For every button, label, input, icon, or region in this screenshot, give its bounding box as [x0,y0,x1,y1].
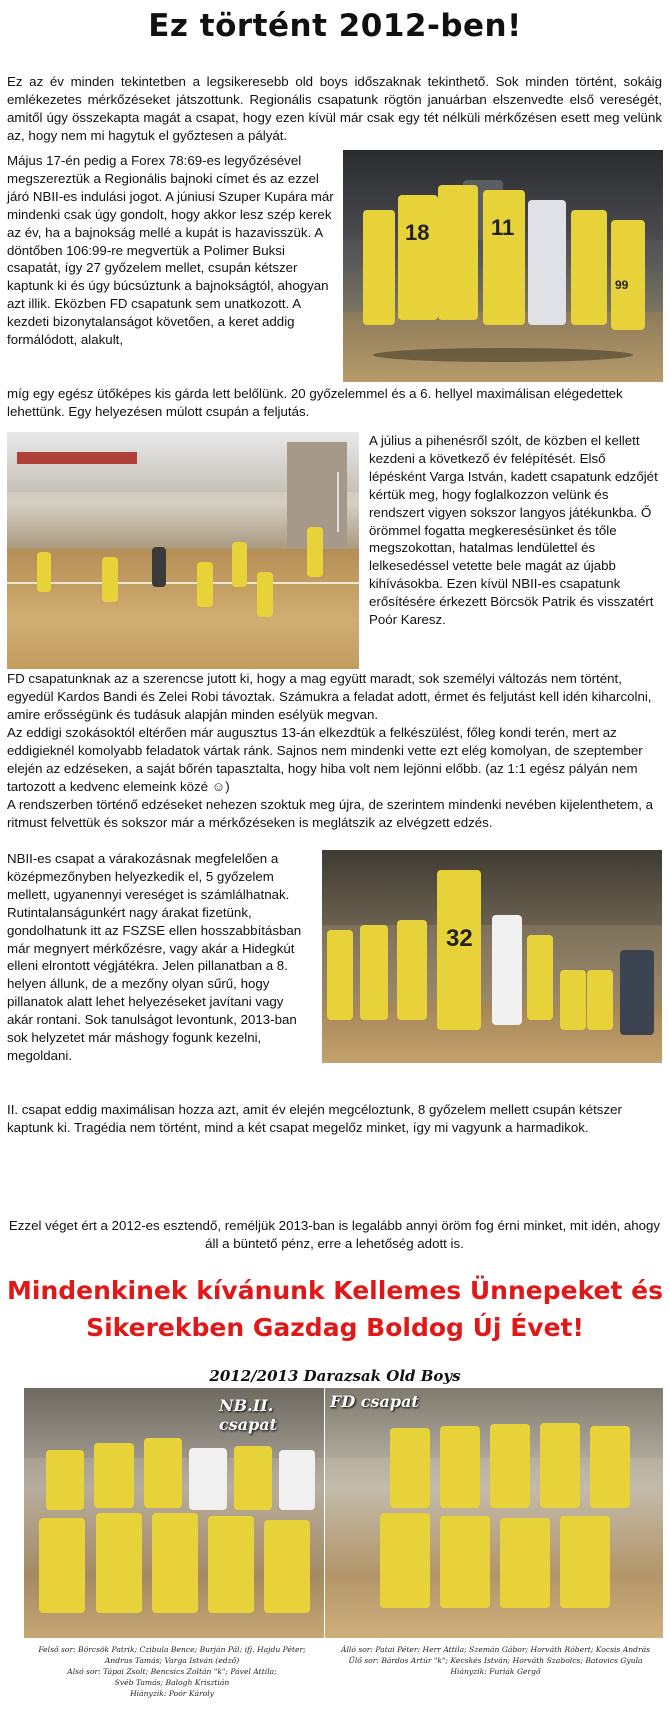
caption-line: Felső sor: Börcsök Patrik; Czibula Bence; Burján Pál; ifj. Hajdu Péter; [38,1645,306,1654]
caption-line: Alsó sor: Tápai Zsolt; Bencsics Zoltán "k"; Pável Attila; [67,1667,277,1676]
nb2-team-caption [16,1644,328,1699]
caption-line: Andrus Tamás; Varga István (edző) [104,1656,240,1665]
paragraph-may-cont: míg egy egész ütőképes kis gárda lett belőlünk. 20 győzelemmel és a 6. hellyel maximálisan elégedettek lehettünk. Egy helyezésen múlott csupán a feljutás. [7,386,623,419]
fd-team-label: FD csapat [330,1392,419,1411]
jersey-number: 11 [491,215,515,240]
caption-line: Álló sor: Patai Péter; Herr Attila; Szemán Gábor; Horváth Róbert; Kocsis András [341,1645,650,1654]
jersey-number: 32 [446,925,473,952]
jersey-number: 18 [405,220,430,245]
caption-line: Hiányzik: Poór Károly [130,1689,214,1698]
paragraph-august: Az eddigi szokásoktól eltérően már augusztus 13-án elkezdtük a felkészülést, főleg kondi terén, mert az eddigieknél komolyabb feladatok vártak ránk. Sajnos nem mindenki vette ezt elég komolyan, de szeptember elején az edzéseken, a saját bőrén tapasztalta, hogy hiba volt nem lejönni előbb. (az 1:1 egész pályán nem tartozott a kedvenc elemeink közé ☺) [7,725,643,794]
caption-line: Hiányzik: Furiák Gergő [450,1667,541,1676]
team-huddle-photo [343,150,663,382]
page-title: Ez történt 2012-ben! [148,8,522,44]
fd-team-photo [325,1388,663,1638]
holiday-wish-line1: Mindenkinek kívánunk Kellemes Ünnepeket és [7,1276,663,1305]
nb2-team-label: NB.II. csapat [219,1396,278,1434]
team-photo-title: 2012/2013 Darazsak Old Boys [209,1367,461,1385]
fd-team-caption [328,1644,663,1677]
paragraph-july: A július a pihenésről szólt, de közben el kellett kezdeni a következő év felépítését. Első lépésként Varga István, kadett csapatunk edzőjét kértük meg, hogy foglalkozzon velünk és rendszert vigyen sokszor langyos játékunkba. Ő örömmel fogatta megkeresésünket és tőle megszokottan, hatalmas lendülettel és lelkesedéssel vetette bele magát az újabb kihívásokba. Ezen kívül NBII-es csapatunk erősítésére érkezett Börcsök Patrik és visszatért Poór Karesz. [369,433,658,628]
paragraph-nbii: NBII-es csapat a várakozásnak megfelelően a középmezőnyben helyezkedik el, 5 győzelem mellett, ugyanennyi vereséget is számlálhatnak. Rutintalanságunkért nagy árakat fizetünk, gondolhatunk itt az FSZSE ellen hosszabbításban már megnyert mérkőzésre, vagy akár a Hidegkút elleni elrontott végjátékra. Jelen pillanatban a 8. helyen állunk, de a mezőny olyan sűrű, hogy pillanatok alatt lehet helyezéseket javítani vagy akár rontani. Sok tanulságot levontunk, 2013-ban sok helyzetet már máshogy fogunk kezelni, megoldani. [7,851,302,1063]
jersey-number: 99 [615,278,629,292]
closing-paragraph: Ezzel véget ért a 2012-es esztendő, reméljük 2013-ban is legalább annyi öröm fog érni minket, mit idén, ahogy áll a büntető pénz, erre a lehetőség adott is. [8,1218,661,1251]
caption-line: Ülő sor: Bárdos Artúr "k"; Kecskés István; Horváth Szabolcs; Batovics Gyula [348,1656,643,1665]
paragraph-second-team: II. csapat eddig maximálisan hozza azt, amit év elején megcéloztunk, 8 győzelem mellett csupán kétszer kaptunk ki. Tragédia nem történt, mind a két csapat megelőz minket, így mi vagyunk a harmadikok. [7,1102,622,1135]
game-action-photo [7,432,359,669]
nb2-team-photo [24,1388,324,1638]
paragraph-training: A rendszerben történő edzéseket nehezen szoktuk meg újra, de szerintem mindenki nevében kijelenthetem, a ritmust felvettük és sokszor már a mérkőzéseken is meglátszik az elvégzett edzés. [7,797,654,830]
paragraph-fd: FD csapatunknak az a szerencse jutott ki, hogy a mag együtt maradt, sok személyi változás nem történt, egyedül Kardos Bandi és Zelei Robi távoztak. Számukra a feladat adott, érmet és feljutást kell idén kiharcolni, amire erősségünk és tudásuk alapján minden esélyük megvan. [7,671,652,722]
bench-photo [322,850,662,1063]
paragraph-may: Május 17-én pedig a Forex 78:69-es legyőzésével megszereztük a Regionális bajnoki címet és az ezzel járó NBII-es indulási jogot. A júniusi Szuper Kupára már mindenki csak úgy gondolt, hogy akkor lesz szép kerek az év, ha a bajnokság mellé a kupát is hazavisszük. A döntőben 106:99-re megvertük a Polimer Buksi csapatát, így 27 győzelem mellet, csupán kétszer kaptunk ki és úgy búcsúztunk a bajnokságtól, ahogyan azt illik. Eközben FD csapatunk sem unatkozott. A kezdeti bizonytalanságot követően, a keret addig formálódott, alakult, [7,153,334,348]
holiday-wish-line2: Sikerekben Gazdag Boldog Új Évet! [86,1313,584,1342]
intro-paragraph: Ez az év minden tekintetben a legsikeresebb old boys időszaknak tekinthető. Sok minden történt, sokáig emlékezetes mérkőzéseket játszottunk. Regionális csapatunk rögtön januárban elszenvedte első vereségét, amitől úgy összekapta magát a csapat, hogy ezen kívül már csak egy tét nélküli mérkőzésen esett meg velünk az, hogy nem mi hagytuk el győztesen a pályát. [7,74,662,143]
caption-line: Svéb Tamás; Balogh Krisztián [114,1678,230,1687]
